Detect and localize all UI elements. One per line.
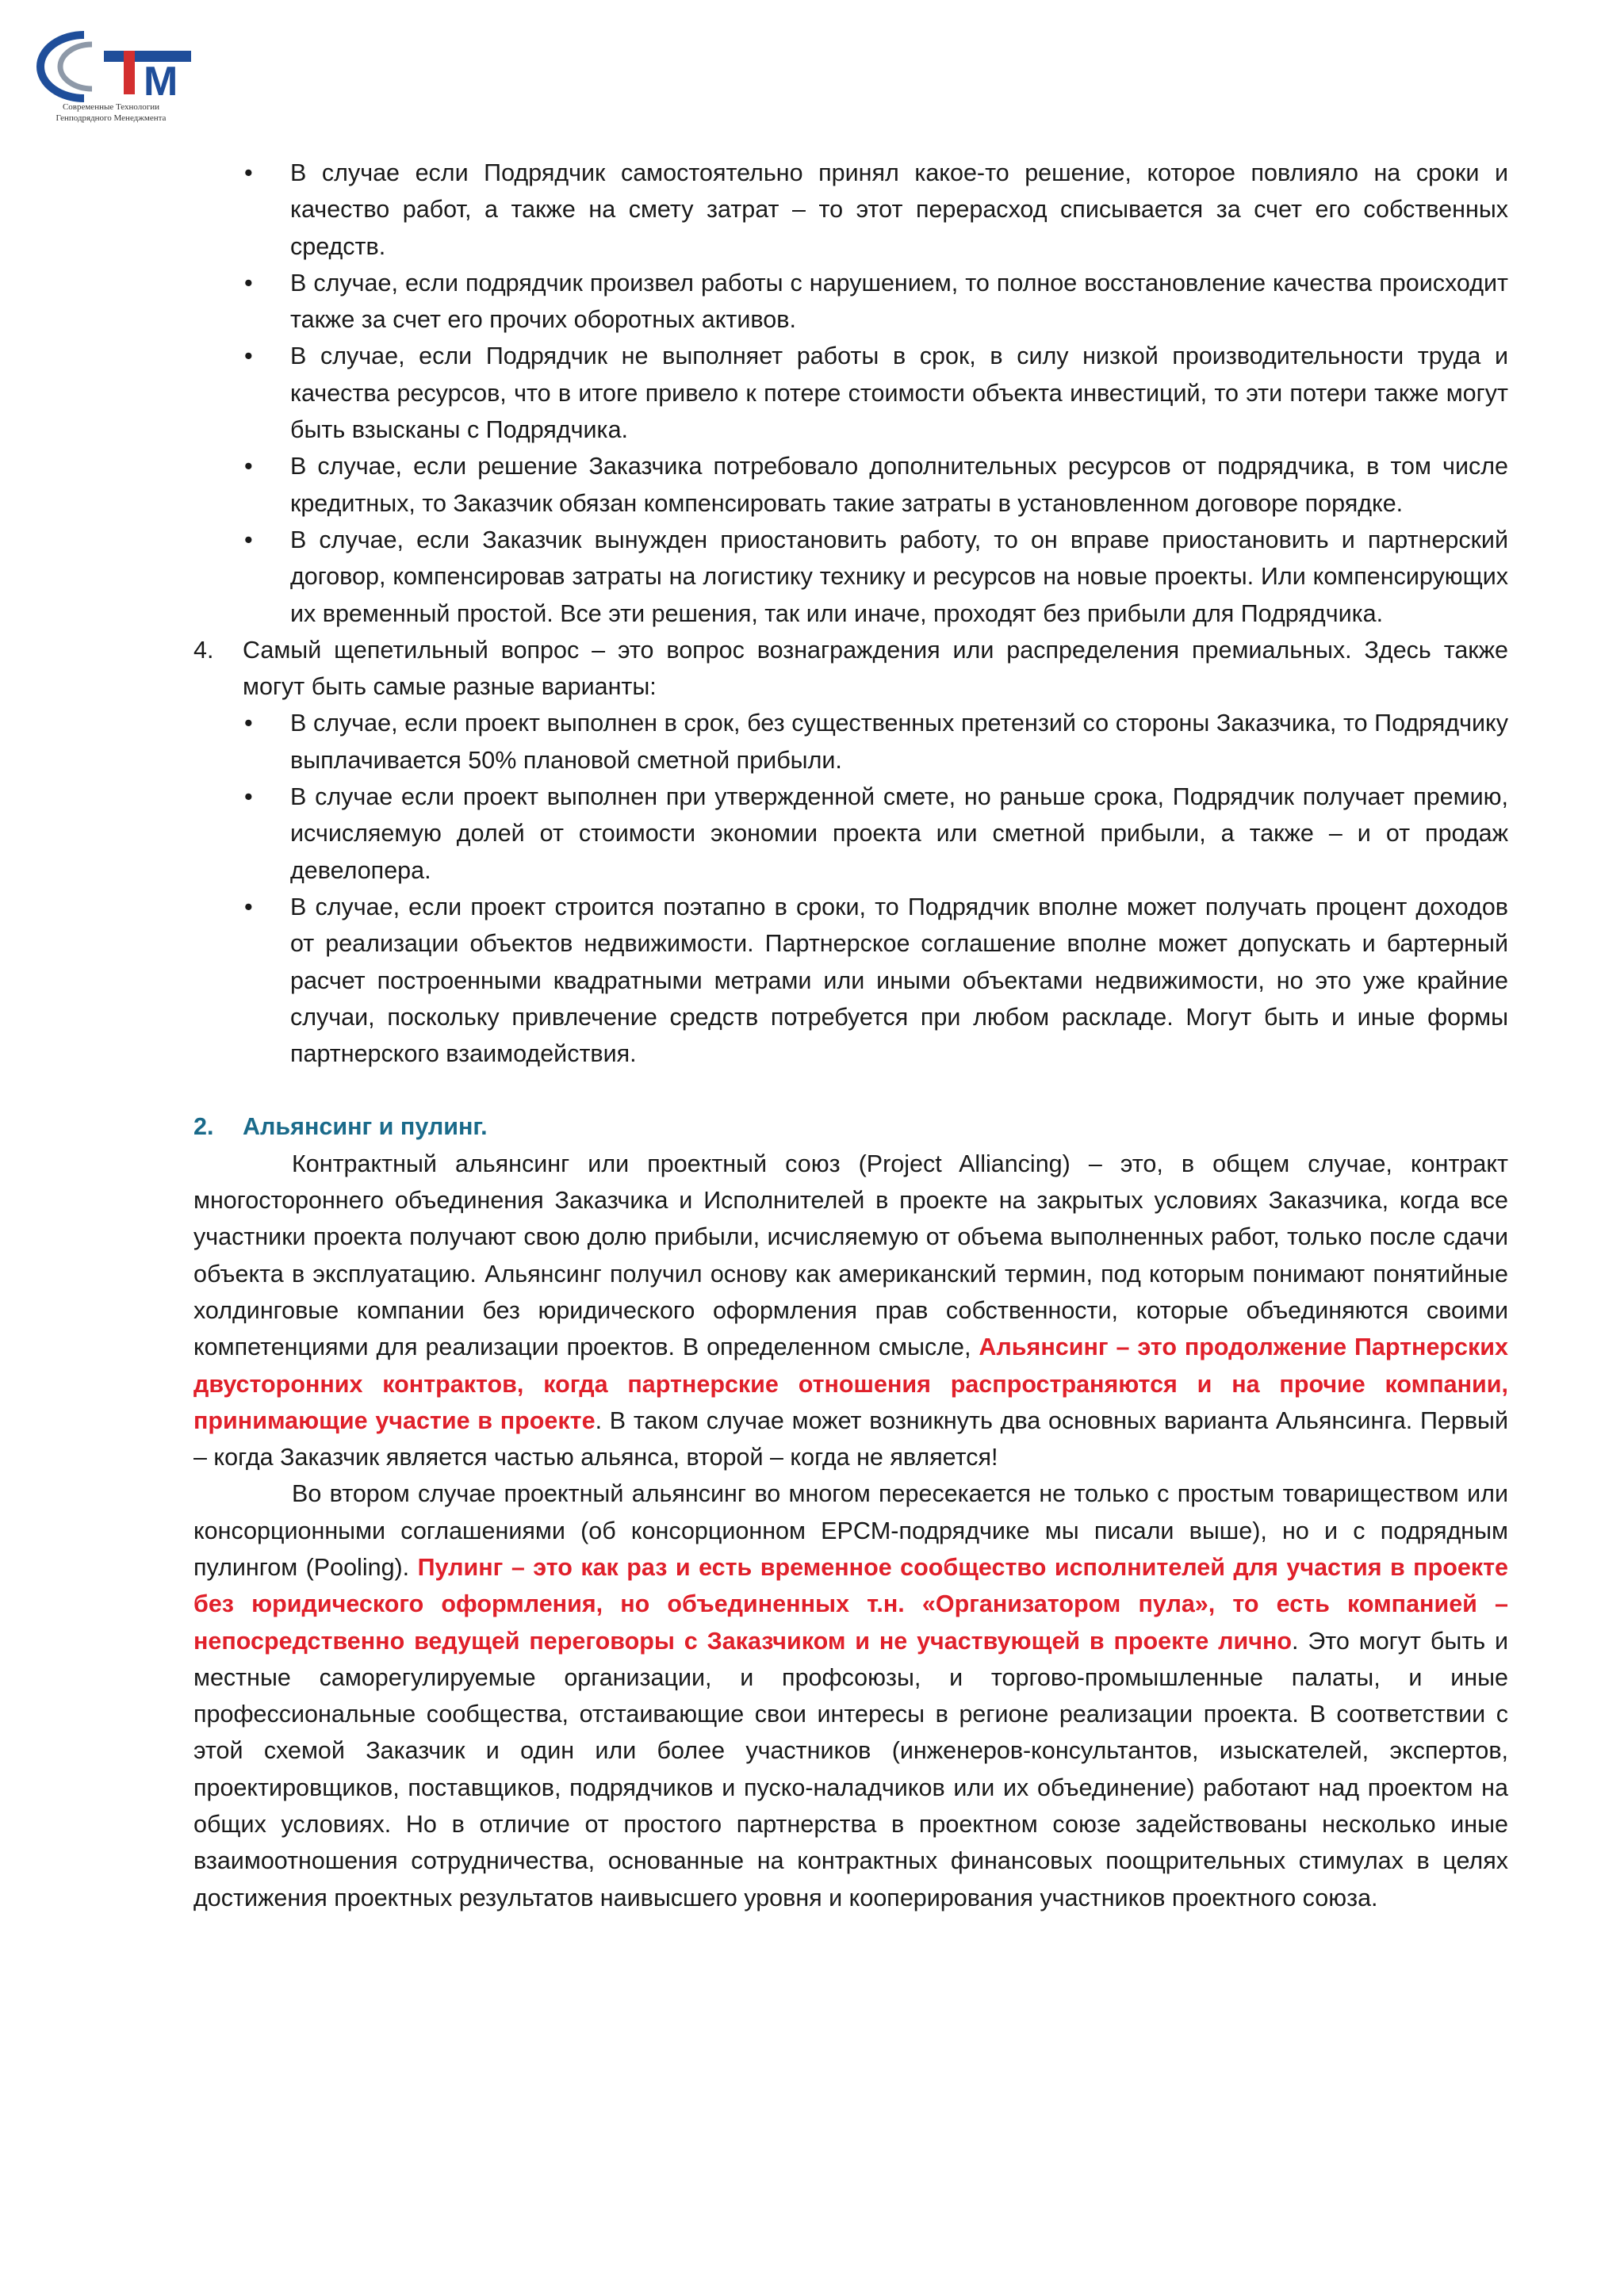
paragraph-text: Контрактный альянсинг или проектный союз (Project Alliancing) – это, в общем случае, контракт многостороннего объединения Заказчика и Исполнителей в проекте на закрытых условиях Заказчика, когда все участники проекта получают свою долю прибыли, исчисляемую от объема выполненных работ, только после сдачи объекта в эксплуатацию. Альянсинг получил основу как американский термин, под которым понимают понятийные холдинговые компании без юридического оформления прав собственности, которые объединяются своими компетенциями для реализации проектов. В определенном смысле, [193,1150,1508,1361]
paragraph-text: . В таком случае может возникнуть два основных варианта Альянсинга. Первый – когда Заказчик является частью альянса, второй – когда не является! [193,1406,1508,1471]
logo-caption-line2: Генподрядного Менеджмента [56,113,167,123]
list-item-text: В случае, если проект выполнен в срок, без существенных претензий со стороны Заказчика, то Подрядчику выплачивается 50% плановой сметной прибыли. [290,710,1508,774]
paragraph-alliancing [193,1146,1508,1476]
paragraph-text: Во втором случае проектный альянсинг во многом пересекается не только с простым товариществом или консорционными соглашениями (об консорционном EPCM-подрядчике мы писали выше), но и с подрядным пулингом (Pooling). [193,1480,1508,1581]
numbered-item-4 [193,632,1508,706]
list-item: • В случае, если Заказчик вынужден приостановить работу, то он вправе приостановить и партнерский договор, компенсировав затраты на логистику технику и ресурсов на новые проекты. Или компенсирующих их временный простой. Все эти решения, так или иначе, проходят без прибыли для Подрядчика. [244,526,1508,627]
section-title: Альянсинг и пулинг. [243,1113,488,1141]
list-item-text: В случае, если проект строится поэтапно в сроки, то Подрядчик вполне может получать процент доходов от реализации объектов недвижимости. Партнерское соглашение вполне может допускать и бартерный расчет построенными квадратными метрами или иными объектами недвижимости, но это уже крайние случаи, поскольку привлечение средств потребуется при любом раскладе. Могут быть и иные формы партнерского взаимодействия. [290,893,1508,1068]
list-item-text: В случае, если решение Заказчика потребовало дополнительных ресурсов от подрядчика, в том числе кредитных, то Заказчик обязан компенсировать такие затраты в установленном договоре порядке. [290,453,1508,517]
logo-caption-line1: Современные Технологии [62,102,160,112]
list-item: • В случае, если подрядчик произвел работы с нарушением, то полное восстановление качества происходит также за счет его прочих оборотных активов. [244,269,1508,334]
logo-caption [32,101,190,124]
list-item: • В случае, если решение Заказчика потребовало дополнительных ресурсов от подрядчика, в том числе кредитных, то Заказчик обязан компенсировать такие затраты в установленном договоре порядке. [244,453,1508,517]
list-item-text: В случае, если Заказчик вынужден приостановить работу, то он вправе приостановить и партнерский договор, компенсировав затраты на логистику технику и ресурсов на новые проекты. Или компенсирующих их временный простой. Все эти решения, так или иначе, проходят без прибыли для Подрядчика. [290,526,1508,627]
list-item-text: В случае если Подрядчик самостоятельно принял какое-то решение, которое повлияло на сроки и качество работ, а также на смету затрат – то этот перерасход списывается за счет его собственных средств. [290,159,1508,260]
logo-mark [29,27,195,106]
list-item: • В случае если проект выполнен при утвержденной смете, но раньше срока, Подрядчик получает премию, исчисляемую долей от стоимости экономии проекта или сметной прибыли, а также – и от продаж девелопера. [244,783,1508,884]
list-item: • В случае, если проект выполнен в срок, без существенных претензий со стороны Заказчика, то Подрядчику выплачивается 50% плановой сметной прибыли. [244,710,1508,774]
section-number: 2. [193,1113,214,1141]
section-heading [193,1108,1508,1145]
list-item: • В случае, если Подрядчик не выполняет работы в срок, в силу низкой производительности труда и качества ресурсов, что в итоге привело к потере стоимости объекта инвестиций, то эти потери также могут быть взысканы с Подрядчика. [244,342,1508,444]
paragraph-text: . Это могут быть и местные саморегулируемые организации, и профсоюзы, и торгово-промышленные палаты, и иные профессиональные сообщества, отстаивающие свои интересы в регионе реализации проекта. В соответствии с этой схемой Заказчик и один или более участников (инженеров-консультантов, изыскателей, экспертов, проектировщиков, поставщиков, подрядчиков и пуско-наладчиков или их объединение) работают над проектом на общих условиях. Но в отличие от простого партнерства в проектном союзе задействованы несколько иные взаимоотношения сотрудничества, основанные на контрактных финансовых поощрительных стимулах в целях достижения проектных результатов наивысшего уровня и кооперирования участников проектного союза. [193,1627,1508,1911]
highlight-text: Альянсинг – это продолжение Партнерских двусторонних контрактов, когда партнерские отношения распространяются и на прочие компании, принимающие участие в проекте [193,1334,1508,1434]
document-body [193,155,1508,1916]
list-item: • В случае, если проект строится поэтапно в сроки, то Подрядчик вполне может получать процент доходов от реализации объектов недвижимости. Партнерское соглашение вполне может допускать и бартерный расчет построенными квадратными метрами или иными объектами недвижимости, но это уже крайние случаи, поскольку привлечение средств потребуется при любом раскладе. Могут быть и иные формы партнерского взаимодействия. [244,893,1508,1068]
item-number: 4. [193,636,214,664]
highlight-text: Пулинг – это как раз и есть временное сообщество исполнителей для участия в проекте без юридического оформления, но объединенных т.н. «Организатором пула», то есть компанией – непосредственно ведущей переговоры с Заказчиком и не участвующей в проекте лично [193,1553,1508,1655]
list-item-text: В случае, если Подрядчик не выполняет работы в срок, в силу низкой производительности труда и качества ресурсов, что в итоге привело к потере стоимости объекта инвестиций, то эти потери также могут быть взысканы с Подрядчика. [290,342,1508,444]
list-item: • В случае если Подрядчик самостоятельно принял какое-то решение, которое повлияло на сроки и качество работ, а также на смету затрат – то этот перерасход списывается за счет его собственных средств. [244,159,1508,260]
svg-text:М: М [144,59,178,105]
item-text: Самый щепетильный вопрос – это вопрос вознаграждения или распределения премиальных. Здесь также могут быть самые разные варианты: [243,636,1508,701]
bullet-list-item4 [193,705,1508,1072]
paragraph-pooling [193,1475,1508,1916]
list-item-text: В случае если проект выполнен при утвержденной смете, но раньше срока, Подрядчик получает премию, исчисляемую долей от стоимости экономии проекта или сметной прибыли, а также – и от продаж девелопера. [290,783,1508,884]
bullet-list-top [193,155,1508,632]
list-item-text: В случае, если подрядчик произвел работы с нарушением, то полное восстановление качества происходит также за счет его прочих оборотных активов. [290,269,1508,334]
